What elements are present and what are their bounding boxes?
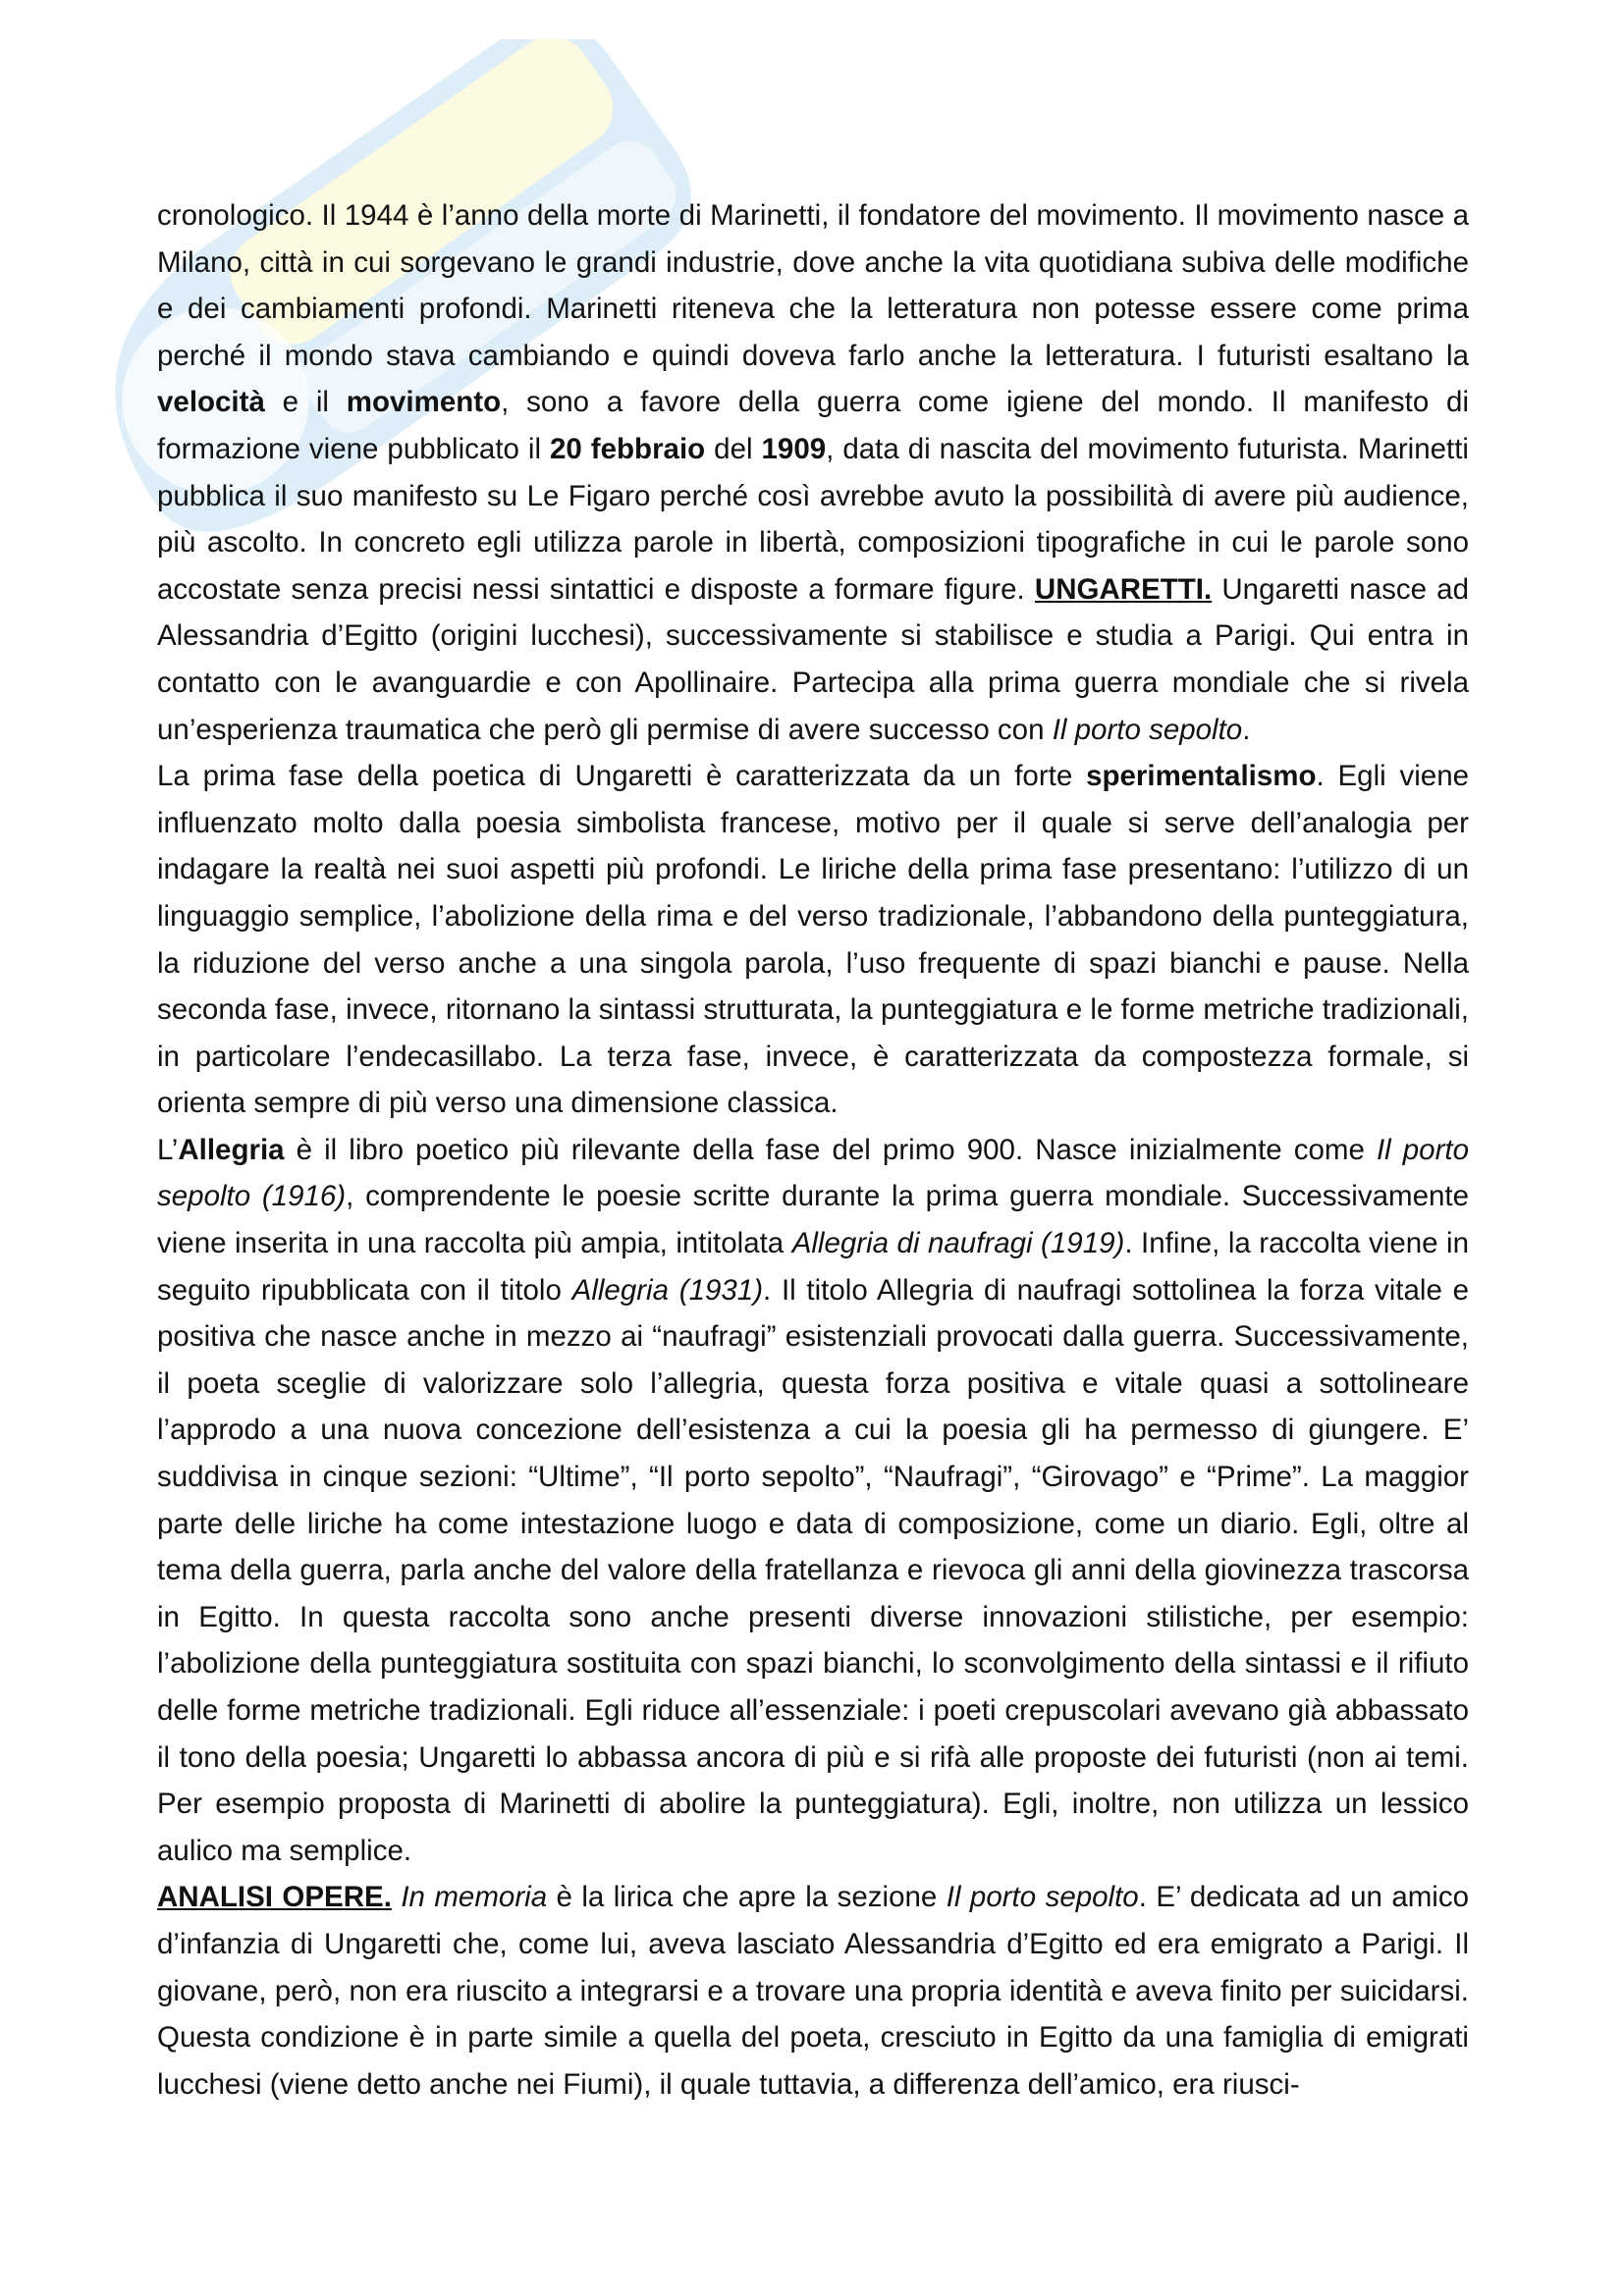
text-run: , data di nascita del movimento futurista. Marinetti pubblica il suo manifesto su Le Figaro perché così avrebbe avuto la possibilità di avere più audience, più ascolto. In concreto egli utilizza parole in libertà, composizioni tipografiche in cui le parole sono accostate senza precisi nessi sintattici e disposte a formare figure. — [157, 432, 1469, 606]
text-run: L’ — [157, 1133, 179, 1166]
italic-title: In memoria — [401, 1881, 548, 1914]
text-run: è il libro poetico più rilevante della fase del primo 900. Nasce inizialmente come — [284, 1133, 1377, 1166]
bold-text: Allegria — [178, 1133, 285, 1166]
text-run: cronologico. Il 1944 è l’anno della morte di Marinetti, il fondatore del movimento. Il movimento nasce a Milano, città in cui sorgevano le grandi industrie, dove anche la vita quotidiana subiva delle modifiche e dei cambiamenti profondi. Marinetti riteneva che la letteratura non potesse essere come prima perché il mondo stava cambiando e quindi doveva farlo anche la letteratura. I futuristi esaltano la — [157, 199, 1469, 372]
text-run — [392, 1881, 401, 1913]
italic-title: Il porto sepolto — [946, 1881, 1139, 1914]
italic-title: Il porto sepolto — [1052, 713, 1243, 746]
text-run: , comprendente le poesie scritte durante la prima guerra mondiale. Successivamente viene inserita in una raccolta più ampia, intitolata — [157, 1180, 1469, 1260]
paragraph — [157, 1874, 1469, 2108]
section-heading: ANALISI OPERE. — [157, 1881, 392, 1914]
text-run: , sono a favore della guerra come igiene del mondo. Il manifesto di formazione viene pubblicato il — [157, 386, 1469, 465]
text-run: . Egli viene influenzato molto dalla poesia simbolista francese, motivo per il quale si serve dell’analogia per indagare la realtà nei suoi aspetti più profondi. Le liriche della prima fase presentano: l’utilizzo di un linguaggio semplice, l’abolizione della rima e del verso tradizionale, l’abbandono della punteggiatura, la riduzione del verso anche a una singola parola, l’uso frequente di spazi bianchi e pause. Nella seconda fase, invece, ritornano la sintassi strutturata, la punteggiatura e le forme metriche tradizionali, in particolare l’endecasillabo. La terza fase, invece, è caratterizzata da compostezza formale, si orienta sempre di più verso una dimensione classica. — [157, 760, 1470, 1120]
text-run: . E’ dedicata ad un amico d’infanzia di Ungaretti che, come lui, aveva lasciato Alessandria d’Egitto ed era emigrato a Parigi. Il giovane, però, non era riuscito a integrarsi e a trovare una propria identità e aveva finito per suicidarsi. Questa condizione è in parte simile a quella del poeta, cresciuto in Egitto da una famiglia di emigrati lucchesi (viene detto anche nei Fiumi), il quale tuttavia, a differenza dell’amico, era riusci- — [157, 1881, 1470, 2101]
bold-text: sperimentalismo — [1086, 760, 1317, 793]
text-run: . — [1242, 713, 1251, 746]
paragraph — [157, 192, 1469, 753]
text-run: Ungaretti nasce ad Alessandria d’Egitto (origini lucchesi), successivamente si stabilisce e studia a Parigi. Qui entra in contatto con le avanguardie e con Apollinaire. Partecipa alla prima guerra mondiale che si rivela un’esperienza traumatica che però gli permise di avere successo con — [157, 572, 1469, 746]
text-run: e il — [264, 386, 347, 419]
bold-text: movimento — [346, 386, 502, 419]
italic-title: Allegria di naufragi (1919) — [791, 1227, 1125, 1260]
bold-text: 20 febbraio — [550, 432, 706, 465]
text-run: è la lirica che apre la sezione — [547, 1881, 947, 1914]
text-run: La prima fase della poetica di Ungaretti è caratterizzata da un forte — [157, 760, 1087, 793]
paragraph — [157, 753, 1469, 1127]
bold-text: velocità — [157, 386, 265, 419]
paragraph — [157, 1127, 1469, 1875]
text-run: . Il titolo Allegria di naufragi sottolinea la forza vitale e positiva che nasce anche in mezzo ai “naufragi” esistenziali provocati dalla guerra. Successivamente, il poeta sceglie di valorizzare solo l’allegria, questa forza positiva e vitale quasi a sottolineare l’approdo a una nuova concezione dell’esistenza a cui la poesia gli ha permesso di giungere. E’ suddivisa in cinque sezioni: “Ultime”, “Il porto sepolto”, “Naufragi”, “Girovago” e “Prime”. La maggior parte delle liriche ha come intestazione luogo e data di composizione, come un diario. Egli, oltre al tema della guerra, parla anche del valore della fratellanza e rievoca gli anni della giovinezza trascorsa in Egitto. In questa raccolta sono anche presenti diverse innovazioni stilistiche, per esempio: l’abolizione della punteggiatura sostituita con spazi bianchi, lo sconvolgimento della sintassi e il rifiuto delle forme metriche tradizionali. Egli riduce all’essenziale: i poeti crepuscolari avevano già abbassato il tono della poesia; Ungaretti lo abbassa ancora di più e si rifà alle proposte dei futuristi (non ai temi. Per esempio proposta di Marinetti di abolire la punteggiatura). Egli, inoltre, non utilizza un lessico aulico ma semplice. — [157, 1273, 1470, 1867]
italic-title: Il porto sepolto (1916) — [157, 1133, 1469, 1213]
section-heading: UNGARETTI. — [1034, 572, 1213, 606]
italic-title: Allegria (1931) — [571, 1273, 764, 1307]
text-run: . Infine, la raccolta viene in seguito ripubblicata con il titolo — [157, 1227, 1470, 1307]
text-run: del — [705, 432, 762, 465]
document-body — [157, 192, 1469, 2108]
bold-text: 1909 — [761, 432, 827, 465]
